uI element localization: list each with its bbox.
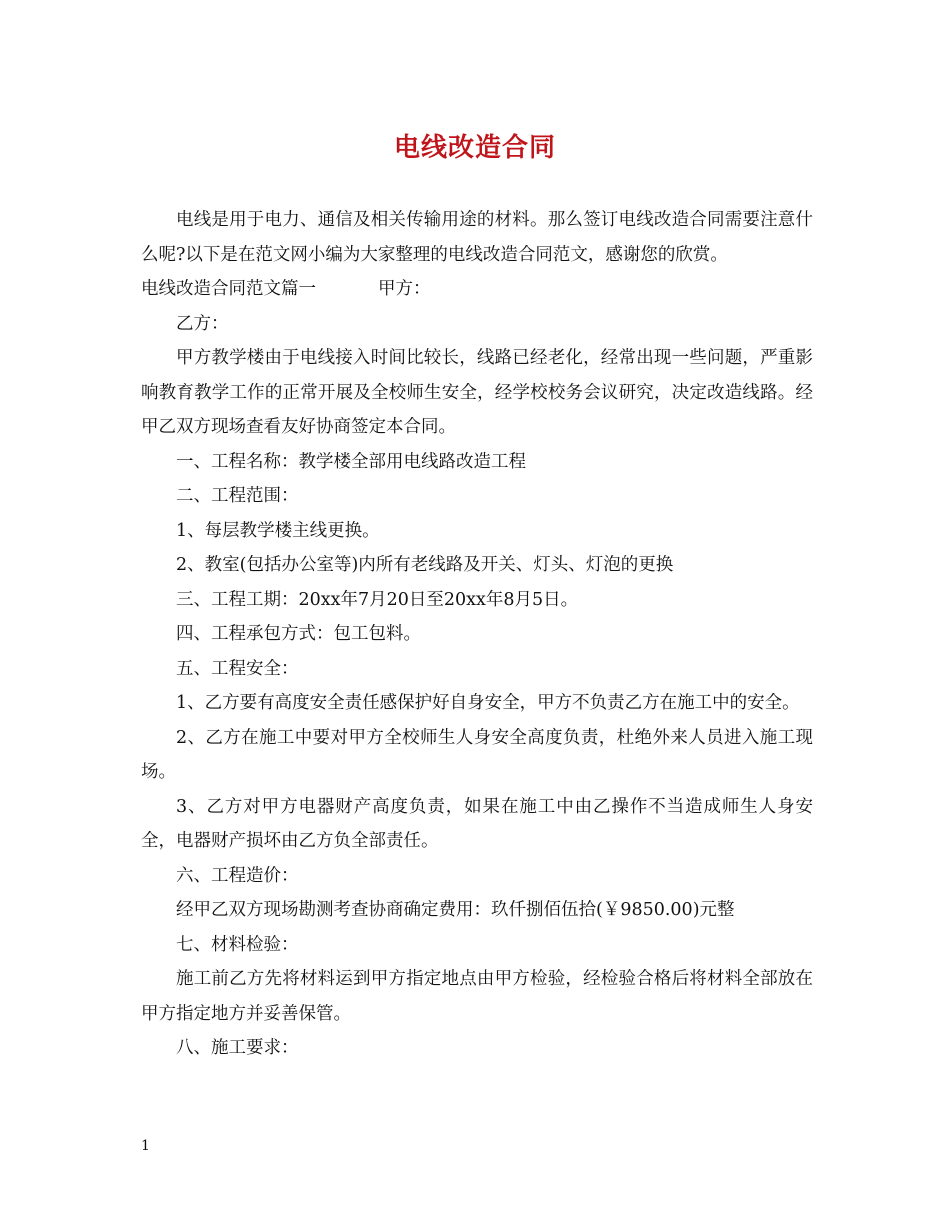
paragraph-scope-item-1: 1、每层教学楼主线更换。 (176, 520, 380, 541)
paragraph-project-name: 一、工程名称：教学楼全部用电线路改造工程 (176, 451, 526, 472)
paragraph-cost-heading: 六、工程造价： (176, 865, 299, 886)
paragraph-safety-heading: 五、工程安全： (176, 658, 299, 679)
party-a-label: 甲方： (378, 279, 431, 299)
paragraph-requirements-heading: 八、施工要求： (176, 1038, 299, 1058)
intro-paragraph: 电线是用于电力、通信及相关传输用途的材料。那么签订电线改造合同需要注意什么呢?以下是在范文网小编为大家整理的电线改造合同范文，感谢您的欣赏。 (141, 210, 813, 265)
paragraph-safety-item-1: 1、乙方要有高度安全责任感保护好自身安全，甲方不负责乙方在施工中的安全。 (176, 693, 800, 713)
document-title: 电线改造合同 (393, 133, 556, 163)
page-number: 1 (141, 1138, 150, 1154)
paragraph-background: 甲方教学楼由于电线接入时间比较长，线路已经老化，经常出现一些问题，严重影响教育教学工作的正常开展及全校师生安全，经学校校务会议研究，决定改造线路。经甲乙双方现场查看友好协商签定本合同。 (141, 348, 813, 437)
section-heading-line (141, 272, 813, 307)
paragraph-safety-item-3: 3、乙方对甲方电器财产高度负责，如果在施工中由乙操作不当造成师生人身安全，电器财产损坏由乙方负全部责任。 (141, 796, 813, 851)
document-body (141, 203, 813, 1066)
paragraph-scope-item-2: 2、教室(包括办公室等)内所有老线路及开关、灯头、灯泡的更换 (176, 555, 674, 575)
paragraph-inspection-detail: 施工前乙方先将材料运到甲方指定地点由甲方检验，经检验合格后将材料全部放在甲方指定地方并妥善保管。 (141, 969, 813, 1024)
section-heading: 电线改造合同范文篇一 (141, 279, 316, 299)
paragraph-scope-heading: 二、工程范围： (176, 486, 299, 506)
paragraph-cost-detail: 经甲乙双方现场勘测考查协商确定费用：玖仟捌佰伍拾(￥9850.00)元整 (176, 900, 735, 920)
paragraph-schedule: 三、工程工期：20xx年7月20日至20xx年8月5日。 (176, 589, 579, 610)
paragraph-safety-item-2: 2、乙方在施工中要对甲方全校师生人身安全高度负责，杜绝外来人员进入施工现场。 (141, 727, 813, 782)
paragraph-contract-method: 四、工程承包方式：包工包料。 (176, 624, 421, 644)
paragraph-inspection-heading: 七、材料检验： (176, 934, 299, 955)
party-b-label: 乙方： (176, 313, 229, 334)
